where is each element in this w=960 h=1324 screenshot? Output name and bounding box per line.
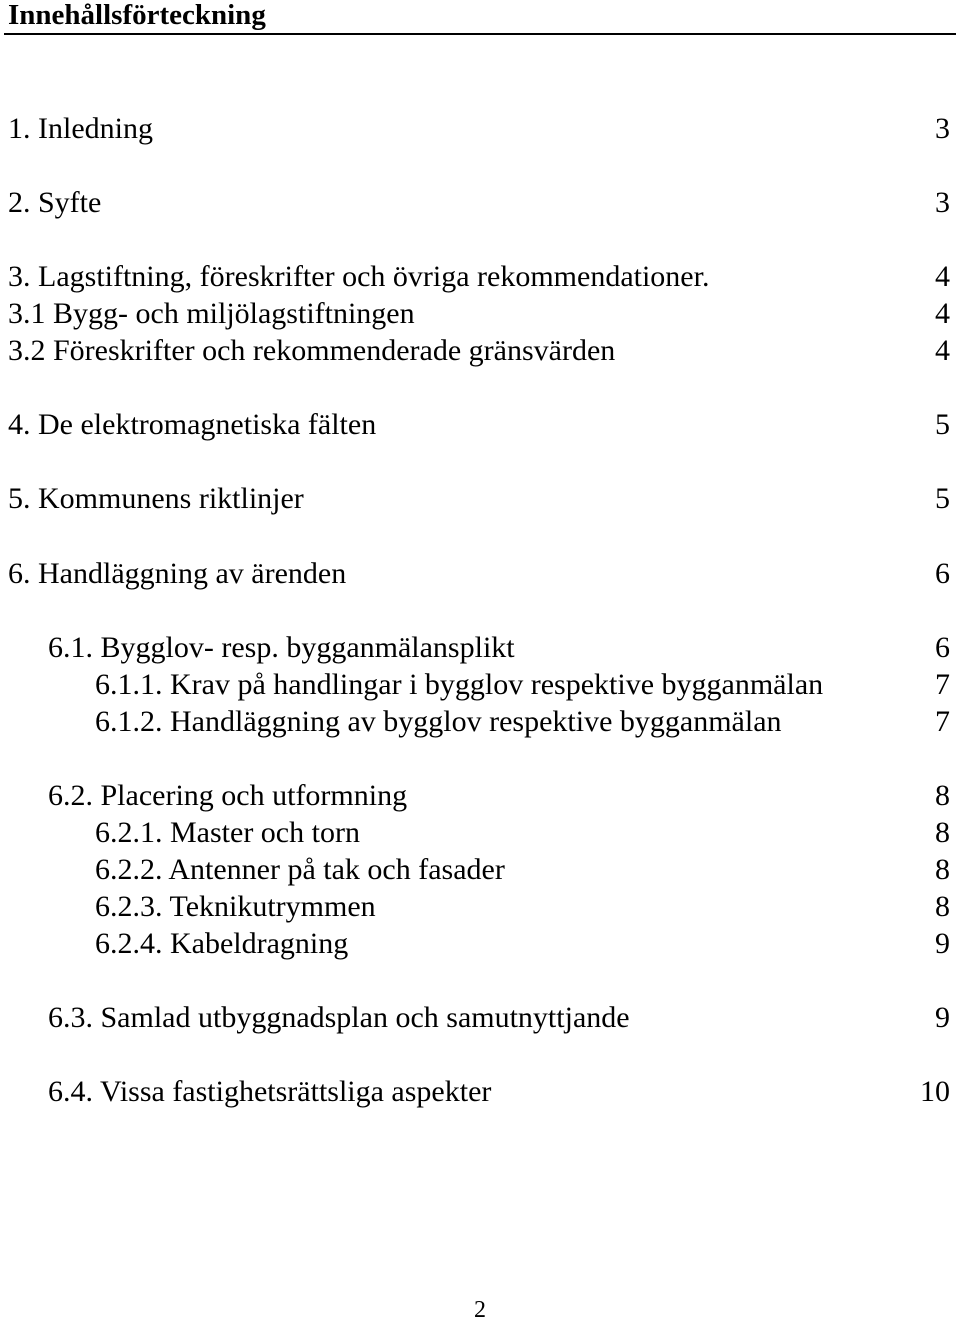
toc-entry[interactable] [0,666,960,703]
toc-entry-page: 8 [935,779,950,812]
toc-entry[interactable] [0,332,960,369]
toc-entry-title: 6.2.2. Antenner på tak och fasader [95,853,505,886]
toc-entry-page: 8 [935,853,950,886]
page-number: 2 [474,1297,486,1323]
toc-entry-title: 6.4. Vissa fastighetsrättsliga aspekter [48,1075,492,1108]
toc-entry-page: 5 [935,408,950,441]
toc-entry-page: 10 [920,1075,950,1108]
toc-entry-title: 6.2.1. Master och torn [95,816,360,849]
toc-entry-title: 2. Syfte [8,186,102,219]
toc-entry-title: 6.2.3. Teknikutrymmen [95,890,376,923]
toc-entry[interactable] [0,703,960,740]
toc-entry[interactable] [0,110,960,147]
toc-entry[interactable] [0,258,960,295]
toc-entry[interactable] [0,406,960,443]
toc-entry-title: 6.1.2. Handläggning av bygglov respektive bygganmälan [95,705,782,738]
toc-entry[interactable] [0,295,960,332]
heading-rule [4,33,956,35]
toc-entry-title: 3.1 Bygg- och miljölagstiftningen [8,297,415,330]
toc-entry-title: 3. Lagstiftning, föreskrifter och övriga rekommendationer. [8,260,710,293]
toc-entry[interactable] [0,184,960,221]
toc-entry[interactable] [0,888,960,925]
toc-entry-page: 4 [935,260,950,293]
toc-entry-title: 3.2 Föreskrifter och rekommenderade gränsvärden [8,334,616,367]
toc-entry[interactable] [0,480,960,517]
toc-heading: Innehållsförteckning [8,0,266,31]
toc-entry[interactable] [0,925,960,962]
toc-entry[interactable] [0,1073,960,1110]
toc-entry[interactable] [0,777,960,814]
toc-entry-page: 9 [935,1001,950,1034]
toc-entry[interactable] [0,814,960,851]
toc-entry-page: 7 [935,705,950,738]
toc-entry-page: 8 [935,890,950,923]
toc-entry-page: 3 [935,112,950,145]
toc-entry-title: 6.1. Bygglov- resp. bygganmälansplikt [48,631,515,664]
toc-entry-page: 7 [935,668,950,701]
toc-entry[interactable] [0,629,960,666]
toc-entry-title: 1. Inledning [8,112,153,145]
toc-entry-page: 5 [935,482,950,515]
toc-entry-page: 6 [935,631,950,664]
toc-entry-title: 6.1.1. Krav på handlingar i bygglov respektive bygganmälan [95,668,824,701]
toc-entry-page: 4 [935,297,950,330]
toc-entry-title: 6. Handläggning av ärenden [8,557,347,590]
toc-entry-title: 5. Kommunens riktlinjer [8,482,304,515]
toc-entry[interactable] [0,555,960,592]
toc-entry-page: 8 [935,816,950,849]
toc-entry[interactable] [0,851,960,888]
toc-entry-title: 6.2. Placering och utformning [48,779,408,812]
toc-entry[interactable] [0,999,960,1036]
toc-entry-title: 6.2.4. Kabeldragning [95,927,349,960]
toc-entry-page: 4 [935,334,950,367]
toc-entry-page: 9 [935,927,950,960]
toc-entry-title: 4. De elektromagnetiska fälten [8,408,377,441]
toc-entry-page: 6 [935,557,950,590]
toc-entry-page: 3 [935,186,950,219]
toc-entry-title: 6.3. Samlad utbyggnadsplan och samutnyttjande [48,1001,630,1034]
